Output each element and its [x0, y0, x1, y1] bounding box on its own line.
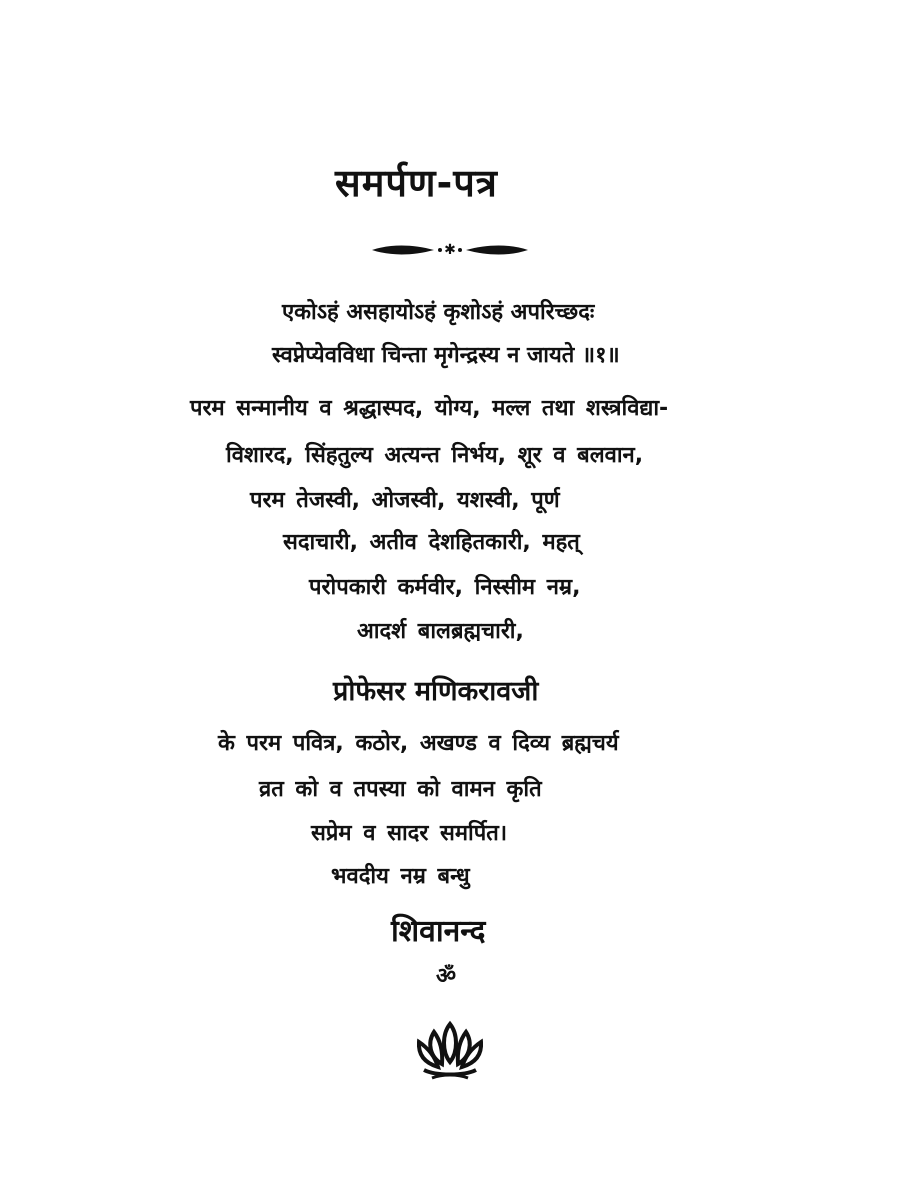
signature: शिवानन्द	[391, 914, 486, 949]
page-title: समर्पण-पत्र	[335, 161, 498, 205]
dedication-line-6: आदर्श बालब्रह्मचारी,	[357, 619, 524, 644]
dedication-line-2: विशारद, सिंहतुल्य अत्यन्त निर्भय, शूर व बलवान,	[226, 443, 644, 468]
closing-line-1: के परम पवित्र, कठोर, अखण्ड व दिव्य ब्रह्मचर्य	[218, 731, 619, 756]
divider-ornament-icon	[370, 240, 530, 260]
svg-text:✱: ✱	[444, 242, 456, 258]
verse-line-2: स्वप्नेप्येवविधा चिन्ता मृगेन्द्रस्य न जायते ॥१॥	[272, 343, 620, 368]
closing-line-4: भवदीय नम्र बन्धु	[331, 864, 470, 889]
dedicatee-name: प्रोफेसर मणिकरावजी	[333, 676, 539, 707]
closing-line-2: व्रत को व तपस्या को वामन कृति	[259, 777, 542, 802]
om-symbol: ॐ	[436, 964, 457, 989]
verse-line-1: एकोऽहं असहायोऽहं कृशोऽहं अपरिच्छदः	[282, 300, 595, 325]
dedication-line-3: परम तेजस्वी, ओजस्वी, यशस्वी, पूर्ण	[250, 488, 560, 513]
dedication-line-1: परम सन्मानीय व श्रद्धास्पद, योग्य, मल्ल तथा शस्त्रविद्या-	[190, 396, 669, 421]
lotus-emblem-icon	[410, 1018, 490, 1084]
dedication-line-4: सदाचारी, अतीव देशहितकारी, महत्	[283, 530, 580, 555]
closing-line-3: सप्रेम व सादर समर्पित।	[311, 821, 508, 846]
dedication-line-5: परोपकारी कर्मवीर, निस्सीम नम्र,	[309, 575, 581, 600]
